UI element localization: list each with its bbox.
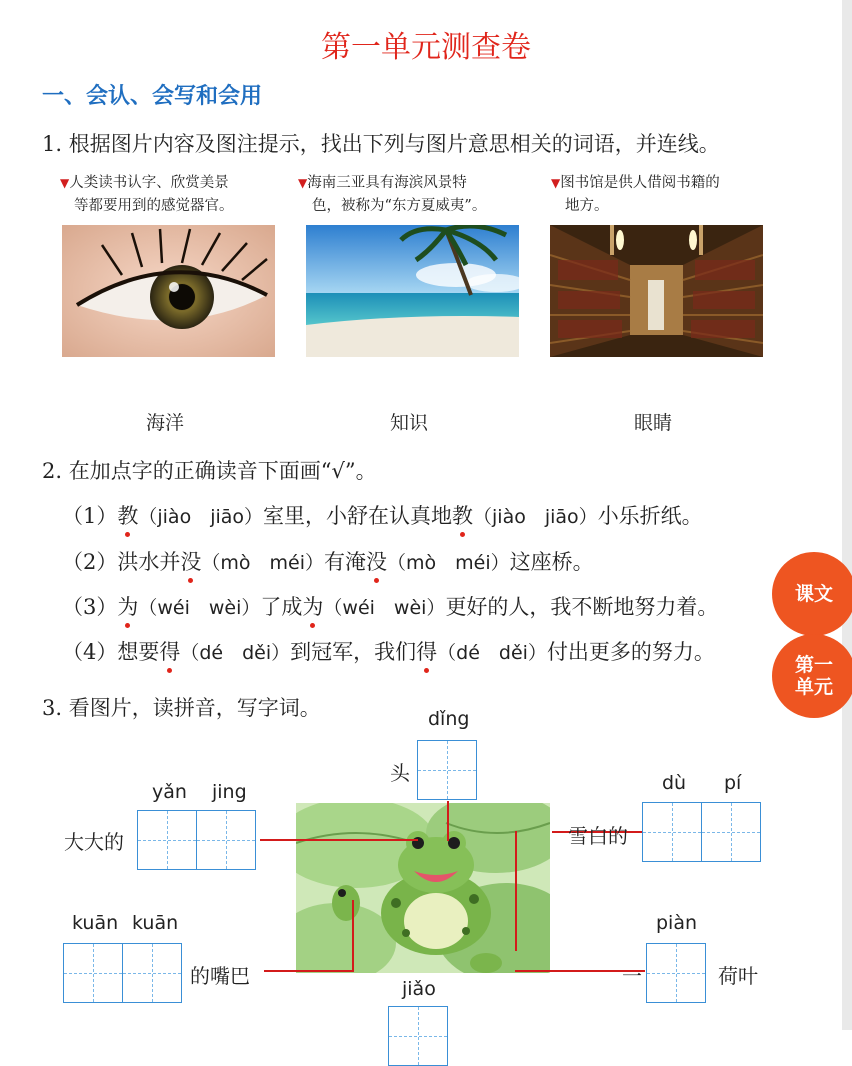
caption-library — [551, 172, 781, 218]
pinyin-ding: dǐng — [428, 708, 470, 730]
pinyin-options[interactable]: （mò méi） — [201, 552, 324, 574]
grid-cell[interactable] — [388, 1006, 448, 1066]
caption-line: 色，被称为“东方夏威夷”。 — [312, 198, 487, 214]
dotted-char: 教 — [117, 500, 138, 530]
item-number: （2） — [62, 550, 118, 574]
triangle-marker-icon: ▼ — [298, 176, 308, 190]
caption-line: 海南三亚具有海滨风景特 — [307, 175, 467, 191]
sentence-text: 到冠军，我们 — [290, 640, 417, 664]
item-number: （4） — [62, 640, 118, 664]
label-snow-white: 雪白的 — [568, 824, 628, 848]
pinyin-kuan: kuān — [72, 912, 119, 934]
grid-cell[interactable] — [122, 943, 182, 1003]
pinyin-pian: piàn — [656, 912, 698, 934]
caption-line: 等都要用到的感觉器官。 — [74, 198, 234, 214]
pinyin-options[interactable]: （wéi wèi） — [138, 597, 261, 619]
pinyin-pi: pí — [724, 772, 742, 794]
q2-prompt: 2. 在加点字的正确读音下面画“√”。 — [42, 459, 377, 483]
pinyin-options[interactable]: （mò méi） — [387, 552, 510, 574]
grid-cell[interactable] — [642, 802, 702, 862]
sentence-text: 室里，小舒在认真地 — [263, 504, 453, 528]
item-number: （1） — [62, 504, 118, 528]
pinyin-kuan: kuān — [132, 912, 179, 934]
sentence-text: 有淹 — [324, 550, 366, 574]
word-knowledge: 知识 — [390, 412, 429, 434]
pinyin-jiao: jiǎo — [402, 978, 436, 1000]
tab-unit-one[interactable] — [772, 634, 852, 718]
label-one: 一 — [622, 964, 642, 988]
dotted-char: 为 — [117, 591, 138, 621]
item-number: （3） — [62, 595, 118, 619]
pinyin-options[interactable]: （wéi wèi） — [323, 597, 446, 619]
frog-picture — [296, 803, 550, 973]
tab-label: 单元 — [794, 676, 833, 698]
label-big: 大大的 — [64, 830, 124, 854]
sentence-text: 小乐折纸。 — [597, 504, 703, 528]
dotted-char: 得 — [159, 636, 180, 666]
pinyin-jing: jing — [212, 781, 247, 803]
dotted-char: 为 — [302, 591, 323, 621]
writing-grid-jiao[interactable] — [388, 1006, 447, 1066]
dotted-char: 得 — [416, 636, 437, 666]
beach-photo — [306, 225, 519, 357]
grid-cell[interactable] — [417, 740, 477, 800]
page-edge — [842, 0, 852, 1030]
grid-cell[interactable] — [701, 802, 761, 862]
eye-photo — [62, 225, 275, 357]
caption-line: 图书馆是供人借阅书籍的 — [560, 175, 720, 191]
sentence-text: 更好的人，我不断地努力着。 — [445, 595, 719, 619]
writing-grid-pian[interactable] — [646, 943, 705, 1003]
word-ocean: 海洋 — [146, 412, 185, 434]
label-mouth: 的嘴巴 — [190, 964, 250, 988]
triangle-marker-icon: ▼ — [60, 176, 70, 190]
pinyin-options[interactable]: （jiào jiāo） — [138, 506, 264, 528]
q2-item-3 — [62, 591, 718, 621]
caption-beach — [298, 172, 538, 218]
grid-cell[interactable] — [137, 810, 197, 870]
connector-line — [264, 970, 354, 972]
tab-lesson[interactable]: 课文 — [772, 552, 852, 636]
pinyin-du: dù — [662, 772, 687, 794]
caption-line: 人类读书认字、欣赏美景 — [69, 175, 229, 191]
connector-line — [260, 839, 418, 841]
library-photo — [550, 225, 763, 357]
label-head: 头 — [390, 761, 410, 785]
label-lotus-leaf: 荷叶 — [718, 964, 758, 988]
page-title: 第一单元测查卷 — [321, 30, 531, 65]
grid-cell[interactable] — [196, 810, 256, 870]
grid-cell[interactable] — [63, 943, 123, 1003]
connector-line — [515, 831, 517, 951]
pinyin-options[interactable]: （jiào jiāo） — [473, 506, 598, 528]
sentence-text: 了成 — [260, 595, 303, 619]
triangle-marker-icon: ▼ — [551, 176, 561, 190]
sentence-text: 付出更多的努力。 — [546, 640, 715, 664]
q3-prompt: 3. 看图片，读拼音，写字词。 — [42, 696, 321, 720]
section-heading: 一、会认、会写和会用 — [42, 84, 263, 109]
tab-label: 第一 — [794, 654, 833, 676]
q2-item-2 — [62, 546, 594, 576]
pinyin-options[interactable]: （dé děi） — [437, 642, 547, 664]
q1-prompt: 1. 根据图片内容及图注提示，找出下列与图片意思相关的词语，并连线。 — [42, 132, 720, 156]
dotted-char: 没 — [366, 546, 387, 576]
connector-line — [447, 801, 449, 841]
sentence-text: 想要 — [117, 640, 160, 664]
q2-item-1 — [62, 500, 703, 530]
q2-item-4 — [62, 636, 715, 666]
connector-line — [352, 900, 354, 972]
sentence-text: 这座桥。 — [509, 550, 594, 574]
writing-grid-ding[interactable] — [417, 740, 476, 800]
dotted-char: 没 — [180, 546, 201, 576]
word-eyes: 眼睛 — [634, 412, 673, 434]
pinyin-yan: yǎn — [152, 781, 187, 803]
writing-grid-kuankuan[interactable] — [63, 943, 180, 1003]
pinyin-options[interactable]: （dé děi） — [180, 642, 291, 664]
caption-line: 地方。 — [565, 198, 609, 214]
sentence-text: 洪水并 — [117, 550, 181, 574]
grid-cell[interactable] — [646, 943, 706, 1003]
caption-eye — [60, 172, 285, 218]
writing-grid-dupi[interactable] — [642, 802, 759, 862]
dotted-char: 教 — [452, 500, 473, 530]
writing-grid-yanjing[interactable] — [137, 810, 254, 870]
